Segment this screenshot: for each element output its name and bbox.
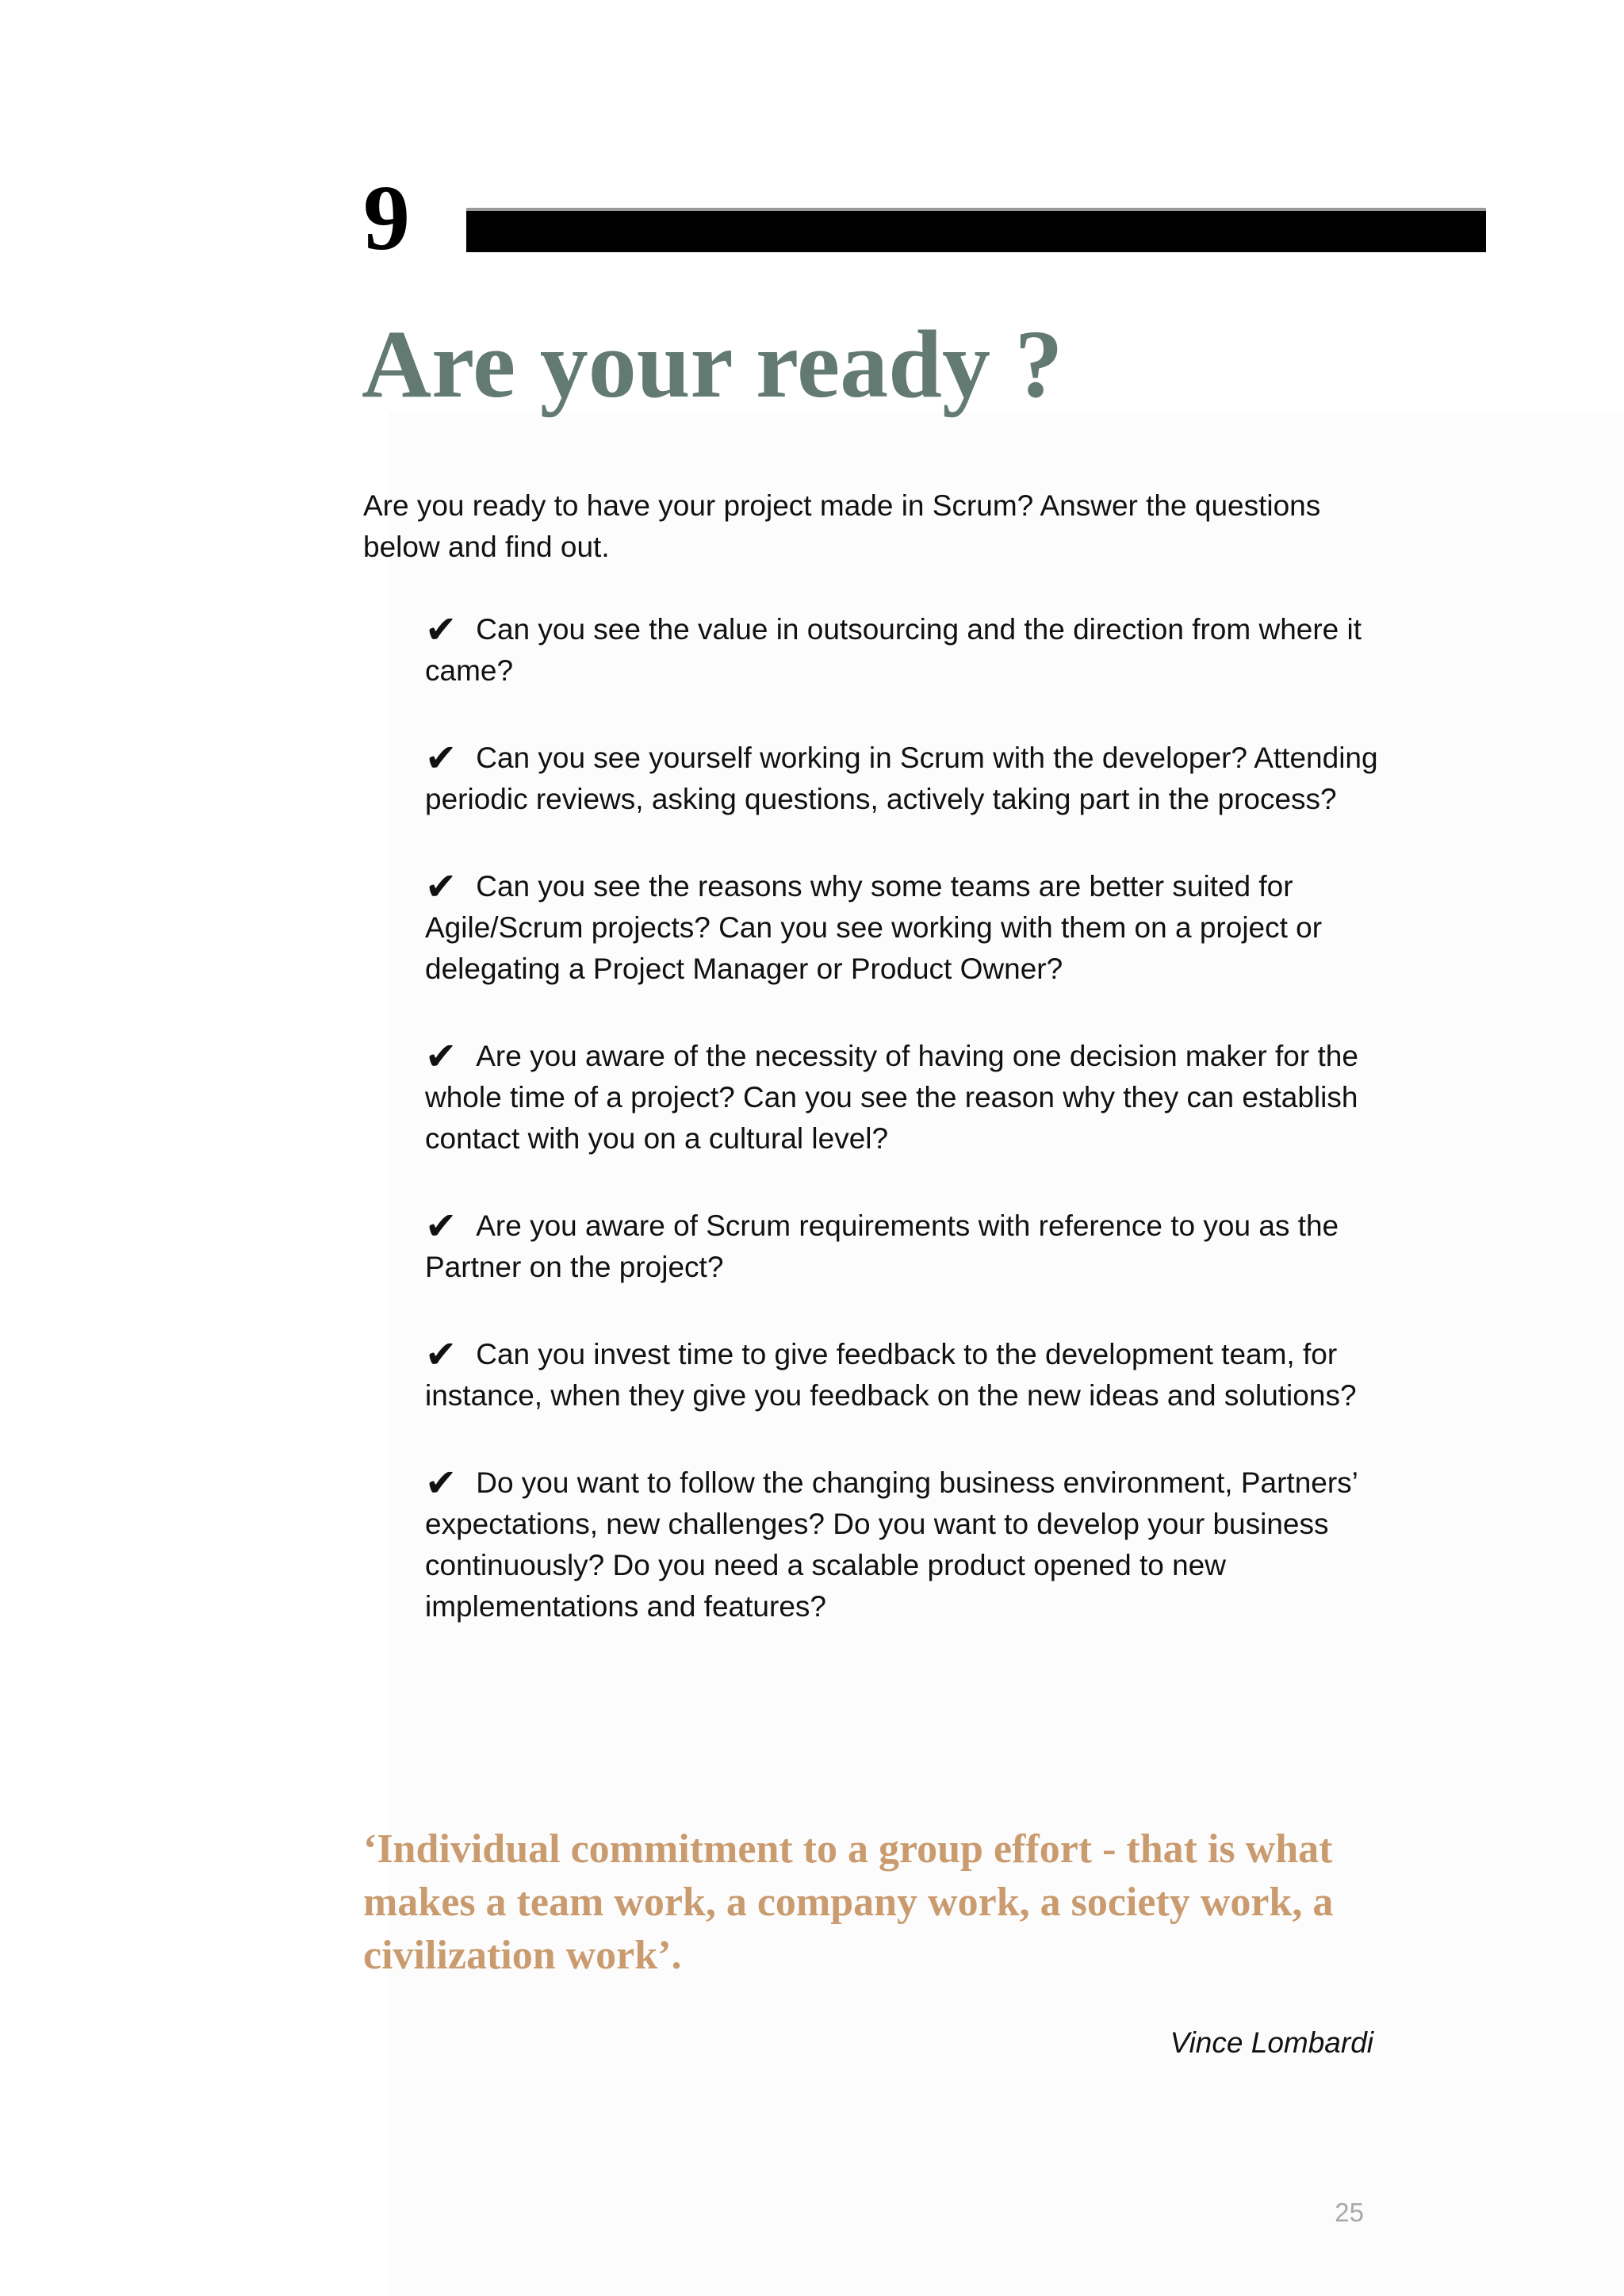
checklist-item-text: Do you want to follow the changing business environment, Partners’ expectations, new challenges? Do you want to develop your business continuously? Do you need a scalable product opened to new implementations and features? — [425, 1466, 1358, 1623]
checkmark-icon: ✔ — [425, 608, 458, 652]
checklist-item-text: Can you see the reasons why some teams are better suited for Agile/Scrum projects? Can you see working with them on a project or delegating a Project Manager or Product Owner? — [425, 870, 1323, 985]
chapter-divider-bar — [466, 208, 1486, 252]
quote-author: Vince Lombardi — [1170, 2026, 1373, 2059]
question-checklist — [425, 609, 1400, 1673]
page-number: 25 — [1335, 2198, 1364, 2227]
checkmark-icon: ✔ — [425, 736, 458, 780]
checkmark-icon: ✔ — [425, 1461, 458, 1505]
checklist-item-text: Can you see the value in outsourcing and the direction from where it came? — [425, 613, 1362, 687]
intro-paragraph: Are you ready to have your project made in Scrum? Answer the questions below and find out. — [363, 489, 1321, 563]
page-title: Are your ready ? — [362, 311, 1063, 418]
checklist-item — [425, 1205, 1400, 1288]
pull-quote: ‘Individual commitment to a group effort - that is what makes a team work, a company work, a society work, a civilization work’. — [363, 1826, 1334, 1978]
checklist-item — [425, 866, 1400, 990]
checklist-item-text: Are you aware of the necessity of having one decision maker for the whole time of a project? Can you see the reason why they can establish contact with you on a cultural level? — [425, 1040, 1358, 1155]
checklist-item-text: Can you invest time to give feedback to the development team, for instance, when they give you feedback on the new ideas and solutions? — [425, 1338, 1357, 1412]
checklist-item-text: Are you aware of Scrum requirements with reference to you as the Partner on the project? — [425, 1209, 1339, 1283]
checklist-item-text: Can you see yourself working in Scrum with the developer? Attending periodic reviews, asking questions, actively taking part in the process? — [425, 742, 1378, 815]
checkmark-icon: ✔ — [425, 864, 458, 909]
checklist-item — [425, 1334, 1400, 1416]
checkmark-icon: ✔ — [425, 1204, 458, 1248]
checklist-item — [425, 1036, 1400, 1159]
checkmark-icon: ✔ — [425, 1332, 458, 1377]
chapter-number: 9 — [363, 166, 410, 270]
checklist-item — [425, 1462, 1400, 1627]
checklist-item — [425, 738, 1400, 820]
checklist-item — [425, 609, 1400, 692]
checkmark-icon: ✔ — [425, 1034, 458, 1079]
